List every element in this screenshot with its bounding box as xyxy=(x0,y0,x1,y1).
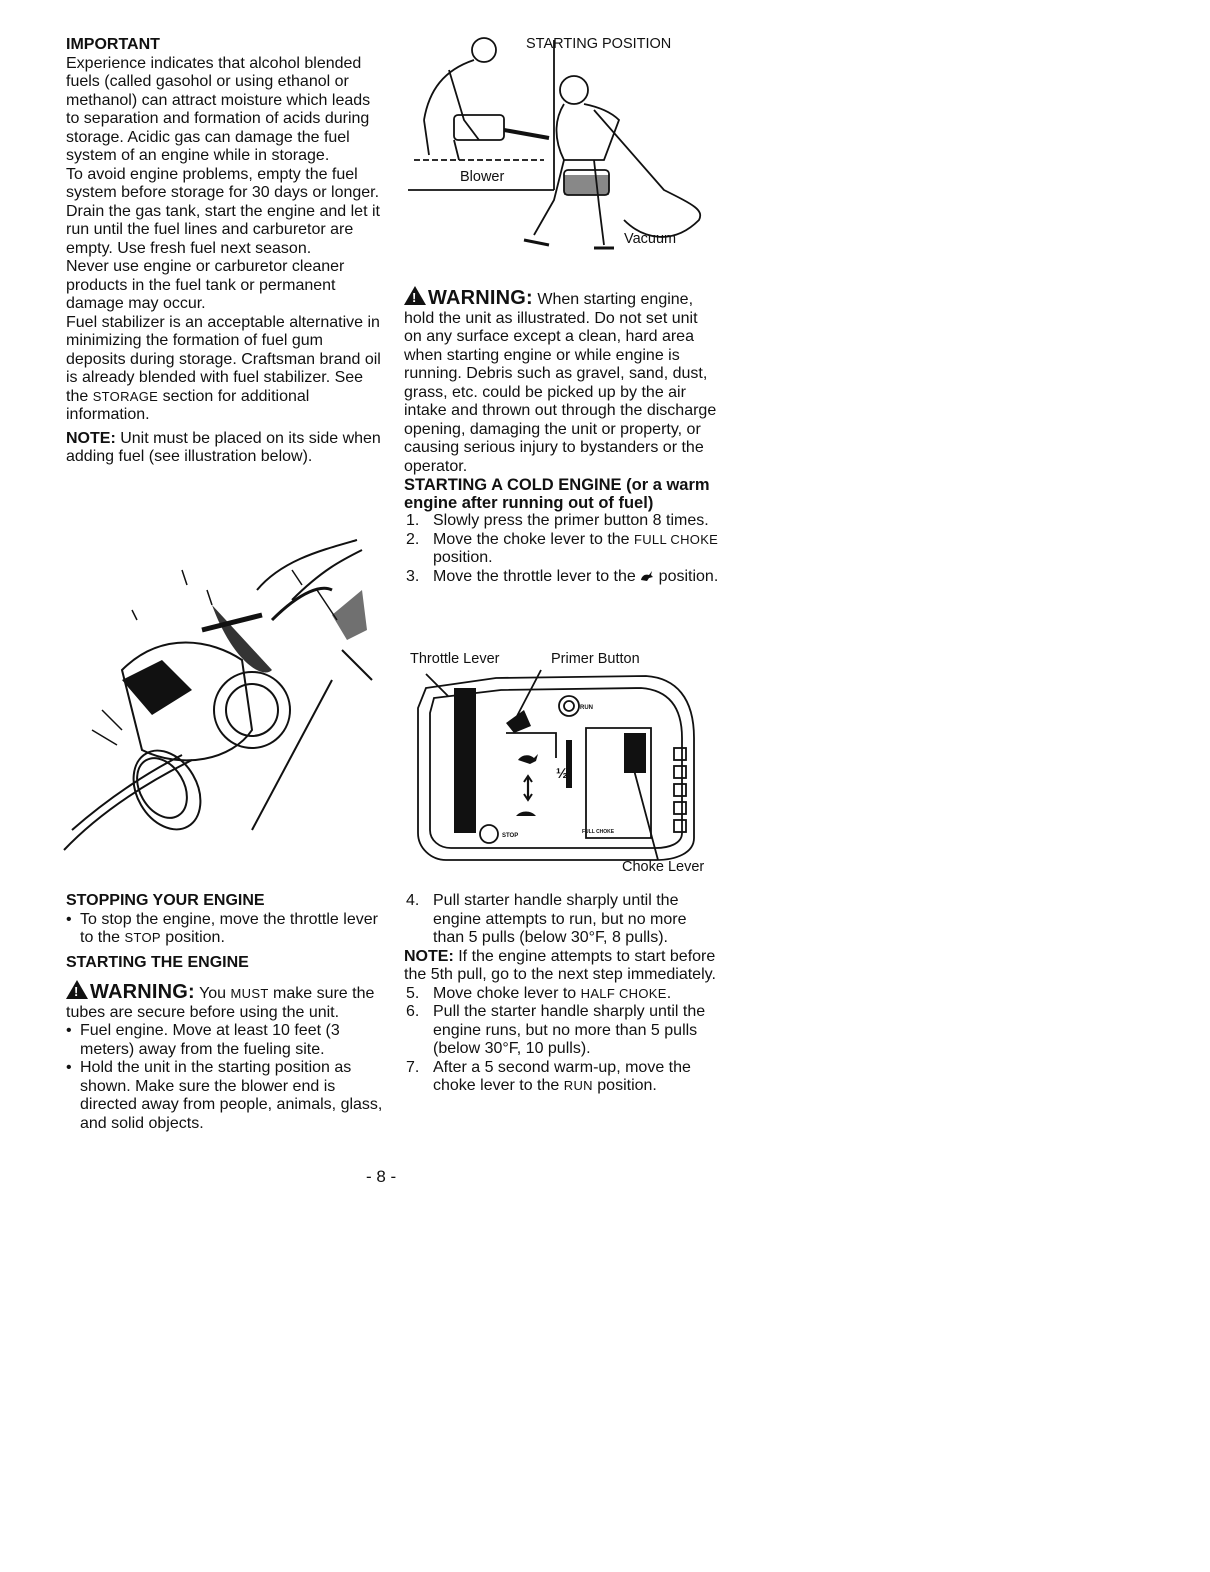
fuel-note: NOTE: Unit must be placed on its side when adding fuel (see illustration below). xyxy=(66,429,381,465)
starting-position-figure xyxy=(404,30,719,280)
starting-bullet-2: • Hold the unit in the starting position as shown. Make sure the blower end is directed away from people, animals, glass, and solid objects. xyxy=(66,1059,384,1133)
primer-button-label: Primer Button xyxy=(551,651,640,667)
starting-position-title: STARTING POSITION xyxy=(526,36,672,52)
steps-final xyxy=(404,985,719,1096)
important-paragraph-2: To avoid engine problems, empty the fuel system before storage for 30 days or longer. Drain the gas tank, start the engine and let it run until the fuel lines and carburetor are empty. Use fresh fuel next season. xyxy=(66,165,380,257)
cold-engine-heading: STARTING A COLD ENGINE (or a warm engine after running out of fuel) xyxy=(404,476,710,512)
left-column-bottom xyxy=(66,892,384,1133)
rabbit-icon xyxy=(640,569,654,581)
step-4: 4. Pull starter handle sharply until the engine attempts to run, but no more than 5 pulls (below 30°F, 8 pulls). xyxy=(406,892,687,946)
vacuum-label: Vacuum xyxy=(624,231,677,247)
step-5: 5. Move choke lever to HALF CHOKE. xyxy=(406,984,672,1002)
blower-label: Blower xyxy=(460,169,505,185)
warning-icon xyxy=(66,980,88,999)
cold-step-2: 2. Move the choke lever to the FULL CHOKE position. xyxy=(406,530,719,566)
starting-bullet-1: • Fuel engine. Move at least 10 feet (3 meters) away from the fueling site. xyxy=(66,1022,384,1059)
warning-start-position: !WARNING: When starting engine, hold the unit as illustrated. Do not set unit on any surface except a clean, hard area when starting engine or while engine is running. Debris such as gravel, sand, dust, grass, etc. could be picked up by the air intake and thrown out through the discharge opening, damaging the unit or property, or causing serious injury to bystanders or the operator. xyxy=(404,286,719,476)
false-start-note: NOTE: If the engine attempts to start before the 5th pull, go to the next step immediately. xyxy=(404,947,716,983)
left-column-top xyxy=(66,36,384,467)
run-mark: RUN xyxy=(580,705,593,711)
starting-heading: STARTING THE ENGINE xyxy=(66,953,249,971)
warning-icon-2 xyxy=(404,286,426,305)
half-choke-mark: ½ xyxy=(556,765,568,781)
controls-drawing xyxy=(406,648,706,880)
choke-lever-label: Choke Lever xyxy=(622,859,705,875)
starting-list xyxy=(66,1022,384,1133)
fueling-illustration xyxy=(62,530,382,860)
starting-warning: !WARNING: You MUST make sure the tubes are secure before using the unit. xyxy=(66,980,384,1022)
stopping-list xyxy=(66,911,384,948)
stopping-bullet: • To stop the engine, move the throttle lever to the STOP position. xyxy=(66,911,384,948)
important-paragraph-4: Fuel stabilizer is an acceptable alternative in minimizing the formation of fuel gum deposits during storage. Craftsman brand oil is already blended with fuel stabilizer. See the STORAGE section for additional information. xyxy=(66,313,381,423)
important-paragraph-3: Never use engine or carburetor cleaner products in the fuel tank or permanent damage may occur. xyxy=(66,258,345,312)
important-paragraph-1: Experience indicates that alcohol blended fuels (called gasohol or using ethanol or methanol) can attract moisture which leads to separation and formation of acids during storage. Acidic gas can damage the fuel system of an engine while in storage. xyxy=(66,54,371,164)
step-6: 6. Pull the starter handle sharply until the engine runs, but no more than 5 pulls (below 30°F, 10 pulls). xyxy=(406,1003,706,1057)
cold-engine-steps xyxy=(404,512,719,586)
cold-step-3: 3. Move the throttle lever to the position. xyxy=(406,567,719,585)
important-heading: IMPORTANT xyxy=(66,36,160,53)
controls-figure xyxy=(406,648,706,880)
stop-mark: STOP xyxy=(502,833,519,839)
right-column-bottom xyxy=(404,892,719,1096)
stopping-heading: STOPPING YOUR ENGINE xyxy=(66,892,265,909)
cold-step-1: 1. Slowly press the primer button 8 times. xyxy=(406,512,709,529)
full-choke-mark: FULL CHOKE xyxy=(582,829,615,835)
page-number: - 8 - xyxy=(366,1167,397,1186)
step-7: 7. After a 5 second warm-up, move the choke lever to the RUN position. xyxy=(406,1058,691,1094)
right-column-top xyxy=(404,286,719,586)
steps-continued xyxy=(404,892,719,948)
throttle-lever-label: Throttle Lever xyxy=(410,651,500,667)
